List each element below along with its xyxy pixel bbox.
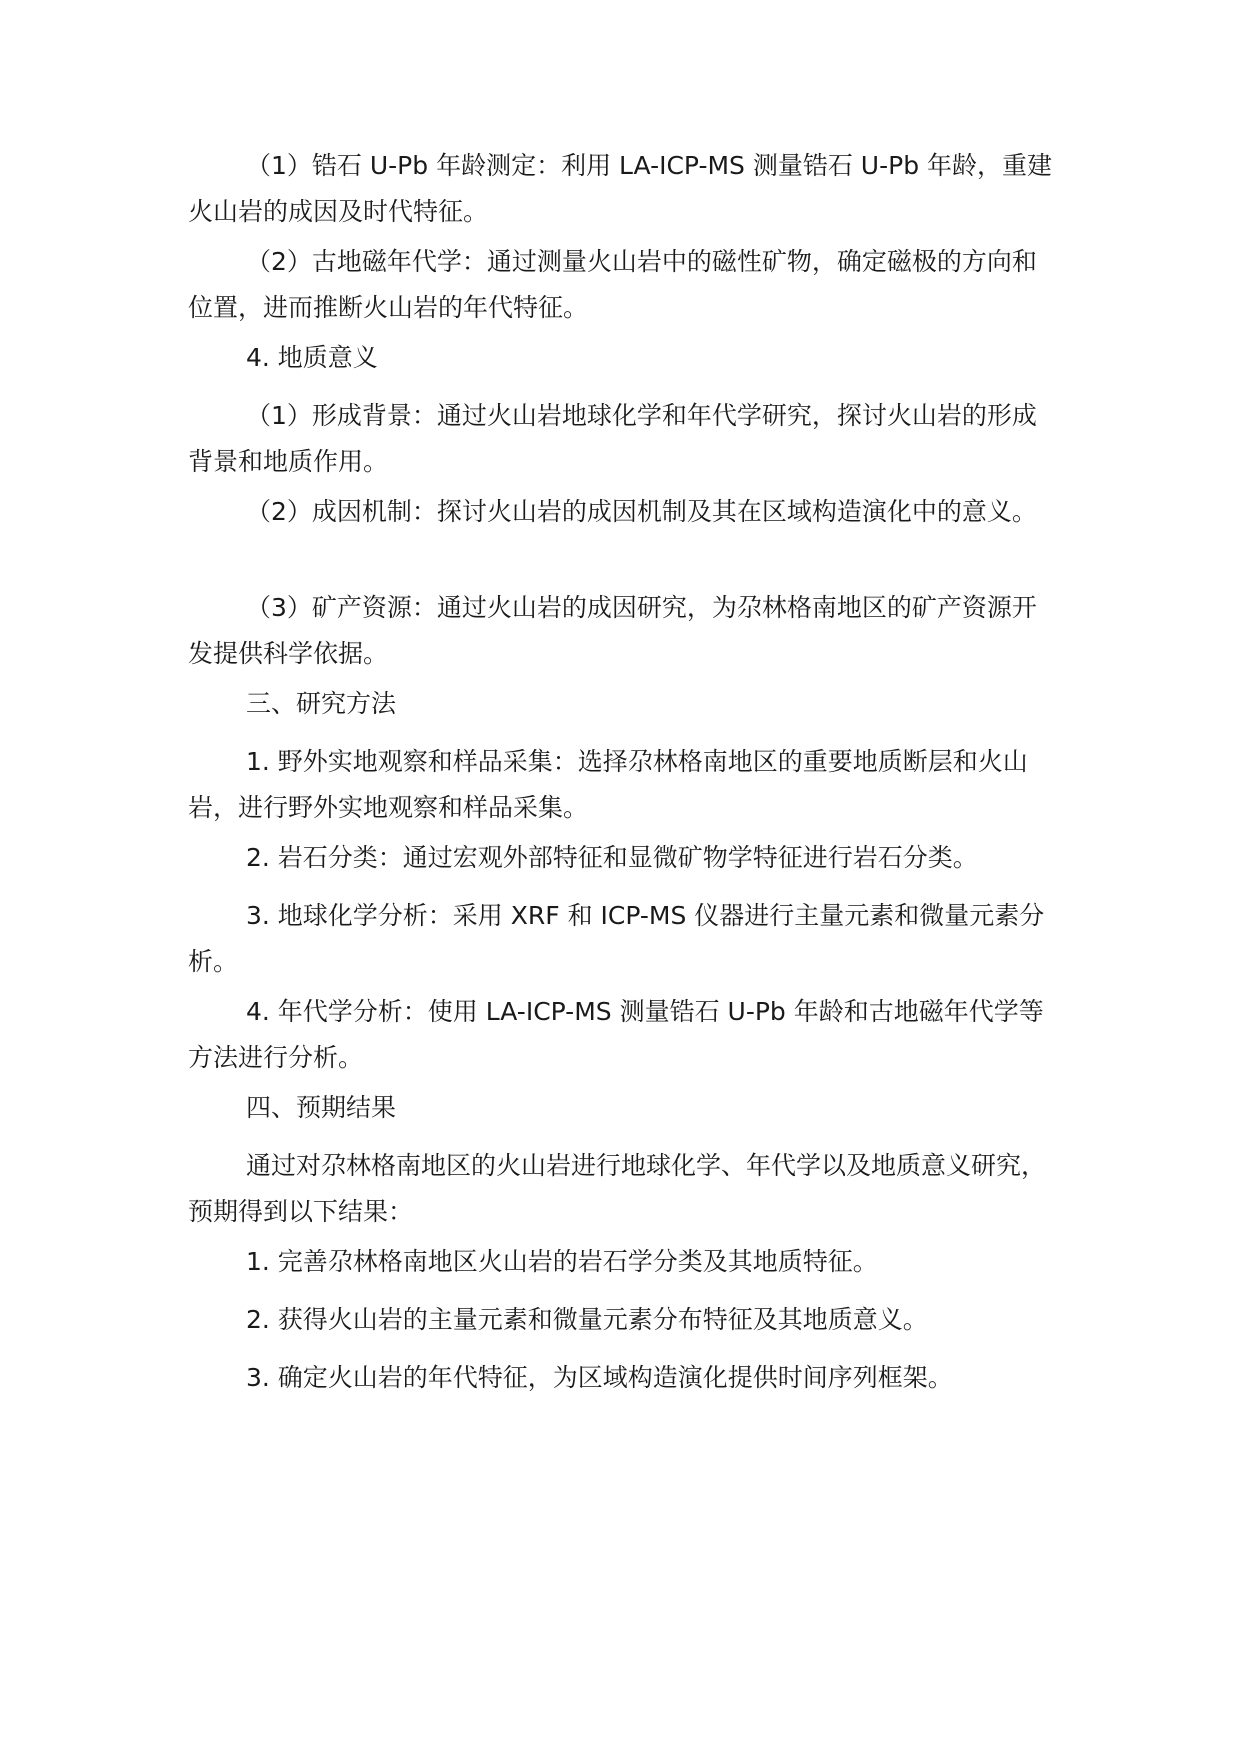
paragraph-genetic-mechanism: （2）成因机制：探讨火山岩的成因机制及其在区域构造演化中的意义。 bbox=[246, 497, 1037, 526]
paragraph-paleomagnetic-chronology: （2）古地磁年代学：通过测量火山岩中的磁性矿物，确定磁极的方向和位置，进而推断火山岩的年代特征。 bbox=[188, 247, 1037, 322]
heading-research-methods: 三、研究方法 bbox=[246, 689, 397, 718]
paragraph-result-3: 3. 确定火山岩的年代特征，为区域构造演化提供时间序列框架。 bbox=[246, 1363, 953, 1392]
paragraph-mineral-resources: （3）矿产资源：通过火山岩的成因研究，为尕林格南地区的矿产资源开发提供科学依据。 bbox=[188, 593, 1037, 668]
paragraph-results-intro: 通过对尕林格南地区的火山岩进行地球化学、年代学以及地质意义研究，预期得到以下结果： bbox=[188, 1151, 1047, 1226]
heading-geological-significance: 4. 地质意义 bbox=[246, 343, 378, 372]
paragraph-formation-background: （1）形成背景：通过火山岩地球化学和年代学研究，探讨火山岩的形成背景和地质作用。 bbox=[188, 401, 1037, 476]
paragraph-geochemical-analysis: 3. 地球化学分析：采用 XRF 和 ICP-MS 仪器进行主量元素和微量元素分析。 bbox=[188, 901, 1045, 976]
paragraph-result-2: 2. 获得火山岩的主量元素和微量元素分布特征及其地质意义。 bbox=[246, 1305, 928, 1334]
paragraph-field-sampling: 1. 野外实地观察和样品采集：选择尕林格南地区的重要地质断层和火山岩，进行野外实地观察和样品采集。 bbox=[188, 747, 1028, 822]
paragraph-zircon-dating: （1）锆石 U-Pb 年龄测定：利用 LA-ICP-MS 测量锆石 U-Pb 年龄，重建火山岩的成因及时代特征。 bbox=[188, 151, 1053, 226]
heading-expected-results: 四、预期结果 bbox=[246, 1093, 397, 1122]
paragraph-result-1: 1. 完善尕林格南地区火山岩的岩石学分类及其地质特征。 bbox=[246, 1247, 878, 1276]
paragraph-rock-classification: 2. 岩石分类：通过宏观外部特征和显微矿物学特征进行岩石分类。 bbox=[246, 843, 978, 872]
paragraph-chronology-analysis: 4. 年代学分析：使用 LA-ICP-MS 测量锆石 U-Pb 年龄和古地磁年代学等方法进行分析。 bbox=[188, 997, 1044, 1072]
